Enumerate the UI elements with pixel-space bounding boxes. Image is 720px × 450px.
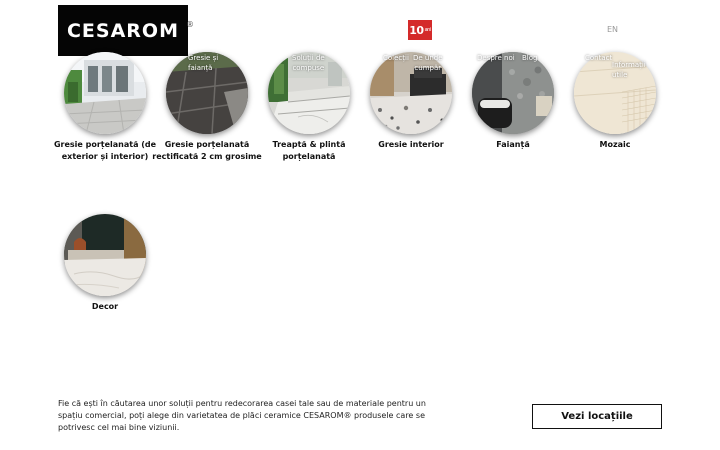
- anniversary-badge[interactable]: [408, 20, 432, 40]
- logo-registered-mark: ®: [186, 20, 194, 29]
- badge-small-text: ani: [424, 27, 431, 33]
- nav-item-contact[interactable]: Contact: [585, 54, 613, 62]
- category-label: Mozaic: [599, 140, 631, 149]
- category-label: Gresie interior: [378, 140, 444, 149]
- category-decor[interactable]: [50, 214, 160, 313]
- category-label: Gresie porțelanată (de exterior și interior): [53, 140, 157, 161]
- stone-bathroom-photo[interactable]: [472, 52, 554, 134]
- decor-interior-photo[interactable]: [64, 214, 146, 296]
- terrace-house-photo[interactable]: [64, 52, 146, 134]
- category-label: Faianță: [496, 140, 530, 149]
- category-label: Decor: [91, 302, 119, 311]
- nav-item-de-unde-cumpar[interactable]: De unde cumpăr: [413, 54, 443, 72]
- nav-item-solutii[interactable]: Soluții de compuse: [292, 54, 325, 72]
- category-faianta[interactable]: [458, 52, 568, 151]
- badge-number: 10: [409, 23, 424, 37]
- category-label: Treaptă & plintă porțelanată: [272, 140, 346, 161]
- intro-text: Fie că ești în căutarea unor soluții pentru redecorarea casei tale sau de materiale pentru un spațiu comercial, poți alege din varietatea de plăci ceramice CESAROM® produsele care se potrivesc cel mai bine viziunii.: [58, 399, 426, 432]
- nav-item-informatii-utile[interactable]: Informații utile: [612, 61, 646, 79]
- see-locations-button[interactable]: Vezi locațiile: [532, 404, 662, 429]
- nav-item-blog[interactable]: Blog: [522, 54, 538, 62]
- nav-item-colectii[interactable]: Colecții: [383, 54, 409, 62]
- logo-text: CESAROM: [66, 19, 179, 42]
- category-gresie-interior[interactable]: [356, 52, 466, 151]
- nav-item-despre-noi[interactable]: Despre noi: [477, 54, 515, 62]
- category-gresie-exterior[interactable]: [50, 52, 160, 163]
- nav-item-gresie-faianta[interactable]: Gresie și faianță: [188, 54, 219, 72]
- category-label: Gresie porțelanată rectificată 2 cm grosime: [152, 140, 262, 161]
- cesarom-logo[interactable]: [58, 5, 188, 56]
- language-switch[interactable]: EN: [607, 25, 619, 34]
